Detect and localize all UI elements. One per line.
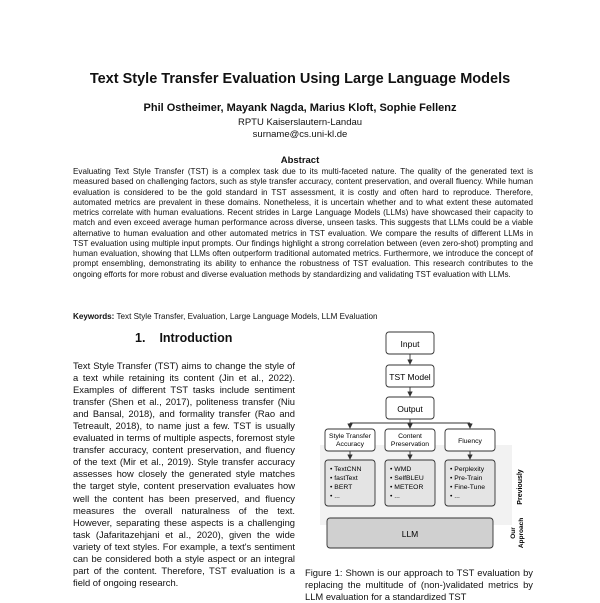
metric-style-2: • fastText xyxy=(330,475,358,482)
metric-style-4: • ... xyxy=(330,493,340,500)
metric-fluency-2: • Pre-Train xyxy=(450,475,483,482)
abstract-heading: Abstract xyxy=(280,155,320,166)
our-label: Our xyxy=(510,527,517,539)
metric-content-4: • ... xyxy=(390,493,400,500)
tst-model-label: TST Model xyxy=(389,372,431,382)
metric-fluency-4: • ... xyxy=(450,493,460,500)
metric-content-3: • METEOR xyxy=(390,484,424,491)
aspect-content-line1: Content xyxy=(398,433,422,440)
section-number: 1. xyxy=(135,331,146,345)
metric-content-2: • SelfBLEU xyxy=(390,475,424,482)
aspect-content-line2: Preservation xyxy=(390,441,430,448)
metric-content-1: • WMD xyxy=(390,466,412,473)
affiliation: RPTU Kaiserslautern-Landau xyxy=(237,117,363,128)
section-heading xyxy=(135,331,232,345)
metric-fluency-3: • Fine-Tune xyxy=(450,484,486,491)
keywords-list: Text Style Transfer, Evaluation, Large Language Models, LLM Evaluation xyxy=(116,312,378,321)
paper-title: Text Style Transfer Evaluation Using Large Language Models xyxy=(89,71,511,87)
aspect-style-line1: Style Transfer xyxy=(329,433,371,440)
aspect-style-line2: Accuracy xyxy=(336,441,364,448)
keywords-label: Keywords: xyxy=(73,312,115,321)
keywords xyxy=(73,312,533,321)
intro-paragraph: Text Style Transfer (TST) aims to change the style of a text while retaining its content (Jin et al., 2022). Examples of different TST tasks include sentiment transfer (Shen et al., 2017), politeness transfer (Niu and Bansal, 2018), and formality transfer (Rao and Tetreault, 2018), to name just a few. TST is usually evaluated in terms of multiple aspects, foremost style transfer accuracy, content preservation, and fluency of the text (Mir et al., 2019). Style transfer accuracy assesses how closely the generated style matches the target style, content preservation evaluates how well the content has been preserved, and fluency measures the overall naturalness of the text. However, separating these aspects is a challenging task (Jafaritazehjani et al., 2020), given the wide variety of text styles. For example, a text's sentiment can be considered both a style aspect or an integral part of the content. Therefore, TST evaluation is a field of ongoing research. xyxy=(73,360,295,588)
output-label: Output xyxy=(397,404,423,414)
previously-label: Previously xyxy=(517,469,524,505)
input-label: Input xyxy=(400,339,420,349)
metric-fluency-1: • Perplexity xyxy=(450,466,485,473)
author-email: surname@cs.uni-kl.de xyxy=(252,129,348,140)
figure-1-diagram xyxy=(300,325,535,565)
llm-label: LLM xyxy=(401,529,419,539)
aspect-fluency-line1: Fluency xyxy=(458,438,482,445)
metric-style-1: • TextCNN xyxy=(330,466,362,473)
section-title: Introduction xyxy=(159,331,233,345)
metric-style-3: • BERT xyxy=(330,484,353,491)
figure-caption: Figure 1: Shown is our approach to TST evaluation by replacing the multitude of (non-)validated metrics by LLM evaluation for a standardized TST xyxy=(305,567,533,602)
approach-label: Approach xyxy=(518,517,525,549)
abstract-text: Evaluating Text Style Transfer (TST) is a complex task due to its multi-faceted nature. The quality of the generated text is measured based on challenging factors, such as style transfer accuracy, content preservation, and overall fluency. While human evaluation is considered to be the gold standard in TST assessment, it is costly and often hard to reproduce. Therefore, automated metrics are prevalent in these domains. Nonetheless, it is uncertain whether and to what extent these automated metrics correlate with human evaluations. Recent strides in Large Language Models (LLMs) have showcased their capacity to match and even exceed average human performance across diverse, unseen tasks. This suggests that LLMs could be a viable alternative to human evaluation and other automated metrics in TST evaluation. We compare the results of different LLMs in TST evaluation using multiple input prompts. Our findings highlight a strong correlation between (even zero-shot) prompting and human evaluation, showing that LLMs often outperform traditional automated metrics. Furthermore, we introduce the concept of prompt ensembling, demonstrating its ability to enhance the robustness of TST evaluation. This research contributes to the ongoing efforts for more robust and diverse evaluation methods by standardizing and validating TST evaluation with LLMs. xyxy=(73,167,533,279)
author-list: Phil Ostheimer, Mayank Nagda, Marius Kloft, Sophie Fellenz xyxy=(143,102,457,114)
